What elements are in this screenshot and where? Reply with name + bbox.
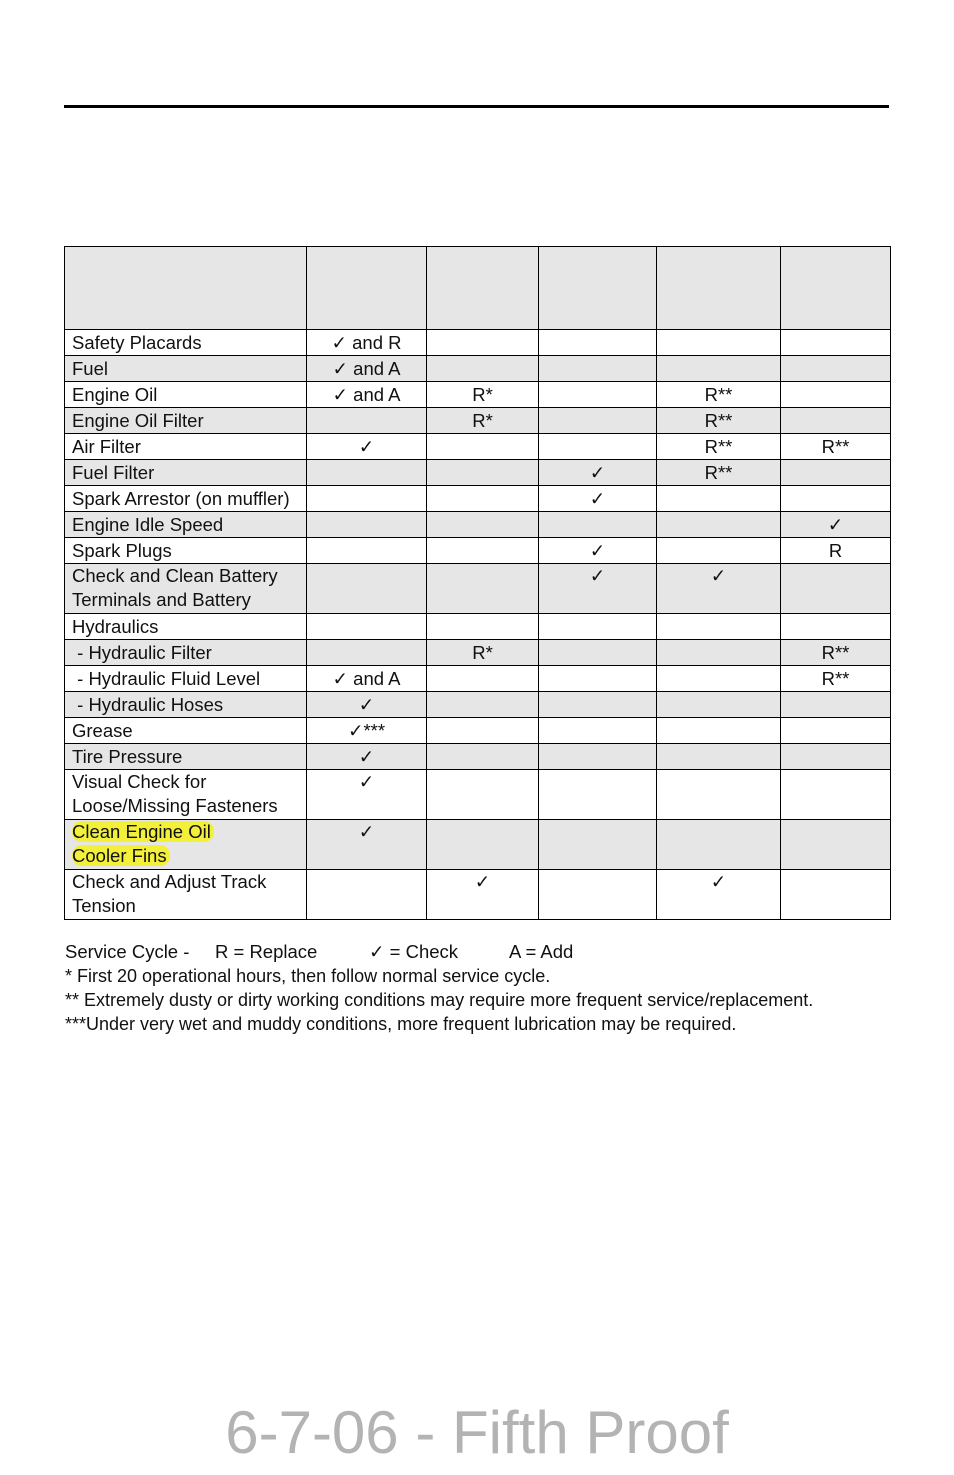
item-label: Loose/Missing Fasteners <box>72 795 278 816</box>
item-cell <box>65 770 307 820</box>
interval-cell <box>539 512 657 538</box>
item-cell <box>65 330 307 356</box>
legend-add: A = Add <box>509 941 574 962</box>
interval-cell: ✓ <box>539 460 657 486</box>
interval-cell: R** <box>657 408 781 434</box>
header-cell <box>65 247 307 330</box>
interval-cell <box>781 614 891 640</box>
interval-cell <box>307 640 427 666</box>
interval-cell <box>427 434 539 460</box>
interval-cell: ✓ <box>781 512 891 538</box>
footnote: ***Under very wet and muddy conditions, more frequent lubrication may be required. <box>65 1014 737 1034</box>
interval-cell <box>657 614 781 640</box>
interval-cell <box>781 408 891 434</box>
interval-cell: R** <box>657 460 781 486</box>
interval-cell <box>307 460 427 486</box>
interval-cell <box>657 820 781 870</box>
interval-cell: R* <box>427 408 539 434</box>
interval-cell: R** <box>657 434 781 460</box>
interval-cell <box>427 564 539 614</box>
item-label: Visual Check for <box>72 771 207 792</box>
table-row <box>65 512 891 538</box>
interval-cell <box>427 770 539 820</box>
item-label: Grease <box>72 719 133 741</box>
legend-label: Service Cycle - <box>65 941 190 962</box>
item-cell <box>65 460 307 486</box>
item-label: - Hydraulic Fluid Level <box>72 667 261 689</box>
interval-cell <box>657 512 781 538</box>
interval-cell <box>307 538 427 564</box>
interval-cell <box>427 744 539 770</box>
legend-check: ✓ = Check <box>369 941 459 962</box>
table-row <box>65 640 891 666</box>
top-rule <box>64 105 889 108</box>
interval-cell: R** <box>781 434 891 460</box>
interval-cell <box>539 744 657 770</box>
item-cell <box>65 486 307 512</box>
item-cell <box>65 640 307 666</box>
interval-cell: ✓ and A <box>307 382 427 408</box>
interval-cell <box>539 434 657 460</box>
interval-cell <box>539 820 657 870</box>
item-label: Terminals and Battery <box>72 589 251 610</box>
item-label: Fuel Filter <box>72 461 155 483</box>
interval-cell <box>427 356 539 382</box>
item-cell <box>65 692 307 718</box>
interval-cell <box>307 512 427 538</box>
item-label: Check and Adjust Track <box>72 871 267 892</box>
interval-cell <box>657 744 781 770</box>
interval-cell <box>427 820 539 870</box>
interval-cell: ✓ <box>657 870 781 920</box>
interval-cell <box>781 692 891 718</box>
interval-cell <box>539 718 657 744</box>
interval-cell <box>427 666 539 692</box>
item-label: Engine Oil <box>72 383 158 405</box>
interval-cell: ✓ <box>307 692 427 718</box>
interval-cell <box>657 486 781 512</box>
interval-cell: ✓ <box>307 820 427 870</box>
item-cell <box>65 538 307 564</box>
interval-cell <box>781 744 891 770</box>
interval-cell: ✓ and A <box>307 356 427 382</box>
footnote: * First 20 operational hours, then follow normal service cycle. <box>65 966 551 986</box>
interval-cell <box>781 820 891 870</box>
interval-cell <box>427 486 539 512</box>
interval-cell: ✓ <box>427 870 539 920</box>
interval-cell <box>539 666 657 692</box>
interval-cell <box>781 486 891 512</box>
item-label: Tension <box>72 895 136 916</box>
header-cell <box>539 247 657 330</box>
interval-cell <box>307 870 427 920</box>
interval-cell <box>427 460 539 486</box>
interval-cell <box>539 770 657 820</box>
interval-cell <box>657 356 781 382</box>
item-label: Safety Placards <box>72 331 202 353</box>
interval-cell <box>307 408 427 434</box>
proof-watermark: 6-7-06 - Fifth Proof <box>225 1399 729 1466</box>
item-label <box>72 820 306 844</box>
item-label: Fuel <box>72 357 108 379</box>
interval-cell <box>657 538 781 564</box>
interval-cell <box>539 614 657 640</box>
interval-cell <box>781 870 891 920</box>
item-label <box>72 844 306 868</box>
table-header-row <box>65 247 891 330</box>
interval-cell: R <box>781 538 891 564</box>
table-row <box>65 408 891 434</box>
table-row <box>65 820 891 870</box>
footnotes <box>65 964 813 1036</box>
interval-cell <box>657 718 781 744</box>
interval-cell: ✓ and A <box>307 666 427 692</box>
table-row <box>65 382 891 408</box>
highlighted-text: Clean Engine Oil <box>72 821 214 842</box>
item-cell <box>65 614 307 640</box>
interval-cell: ✓ <box>307 434 427 460</box>
interval-cell: ✓ <box>539 538 657 564</box>
interval-cell <box>781 382 891 408</box>
interval-cell: ✓ and R <box>307 330 427 356</box>
item-cell <box>65 820 307 870</box>
legend-replace: R = Replace <box>215 941 318 962</box>
interval-cell <box>427 330 539 356</box>
table-row <box>65 718 891 744</box>
interval-cell <box>539 330 657 356</box>
item-label: - Hydraulic Hoses <box>72 693 224 715</box>
interval-cell <box>307 564 427 614</box>
interval-cell <box>307 614 427 640</box>
interval-cell: R* <box>427 382 539 408</box>
item-cell <box>65 718 307 744</box>
interval-cell <box>781 718 891 744</box>
header-cell <box>427 247 539 330</box>
interval-cell <box>427 614 539 640</box>
item-cell <box>65 564 307 614</box>
table-row <box>65 692 891 718</box>
table-row <box>65 870 891 920</box>
service-cycle-legend <box>65 940 573 964</box>
interval-cell <box>427 538 539 564</box>
interval-cell <box>307 486 427 512</box>
interval-cell <box>539 408 657 434</box>
interval-cell <box>781 770 891 820</box>
interval-cell <box>657 692 781 718</box>
item-label: Engine Oil Filter <box>72 409 204 431</box>
item-label: - Hydraulic Filter <box>72 641 212 663</box>
highlighted-text: Cooler Fins <box>72 845 170 866</box>
table-row <box>65 564 891 614</box>
interval-cell <box>657 770 781 820</box>
item-cell <box>65 408 307 434</box>
interval-cell: ✓ <box>307 744 427 770</box>
interval-cell <box>539 640 657 666</box>
item-label: Spark Plugs <box>72 539 172 561</box>
table-row <box>65 434 891 460</box>
item-cell <box>65 870 307 920</box>
interval-cell: R** <box>657 382 781 408</box>
item-cell <box>65 666 307 692</box>
interval-cell <box>657 640 781 666</box>
table-row <box>65 666 891 692</box>
item-label: Tire Pressure <box>72 745 183 767</box>
interval-cell <box>427 718 539 744</box>
interval-cell <box>781 356 891 382</box>
interval-cell: ✓ <box>657 564 781 614</box>
interval-cell <box>539 356 657 382</box>
interval-cell: ✓ <box>539 486 657 512</box>
item-cell <box>65 356 307 382</box>
table-row <box>65 356 891 382</box>
interval-cell <box>781 564 891 614</box>
interval-cell: R** <box>781 640 891 666</box>
interval-cell <box>427 512 539 538</box>
interval-cell <box>657 330 781 356</box>
item-label: Hydraulics <box>72 615 159 637</box>
header-cell <box>657 247 781 330</box>
table-row <box>65 614 891 640</box>
item-cell <box>65 382 307 408</box>
header-cell <box>307 247 427 330</box>
header-cell <box>781 247 891 330</box>
interval-cell <box>539 692 657 718</box>
table-row <box>65 744 891 770</box>
table-body <box>65 330 891 920</box>
table-row <box>65 330 891 356</box>
interval-cell <box>781 460 891 486</box>
item-cell <box>65 512 307 538</box>
item-label: Spark Arrestor (on muffler) <box>72 487 290 509</box>
interval-cell <box>657 666 781 692</box>
interval-cell: R* <box>427 640 539 666</box>
item-label: Engine Idle Speed <box>72 513 224 535</box>
interval-cell <box>427 692 539 718</box>
interval-cell: ✓ <box>307 770 427 820</box>
interval-cell <box>539 870 657 920</box>
table-row <box>65 770 891 820</box>
interval-cell <box>781 330 891 356</box>
table-row <box>65 460 891 486</box>
interval-cell: ✓ <box>539 564 657 614</box>
table-row <box>65 538 891 564</box>
item-label: Air Filter <box>72 435 141 457</box>
maintenance-schedule-table <box>64 246 891 920</box>
table-row <box>65 486 891 512</box>
item-cell <box>65 744 307 770</box>
interval-cell: ✓*** <box>307 718 427 744</box>
interval-cell <box>539 382 657 408</box>
item-cell <box>65 434 307 460</box>
interval-cell: R** <box>781 666 891 692</box>
footnote: ** Extremely dusty or dirty working conditions may require more frequent service/replacement. <box>65 990 814 1010</box>
item-label: Check and Clean Battery <box>72 565 278 586</box>
